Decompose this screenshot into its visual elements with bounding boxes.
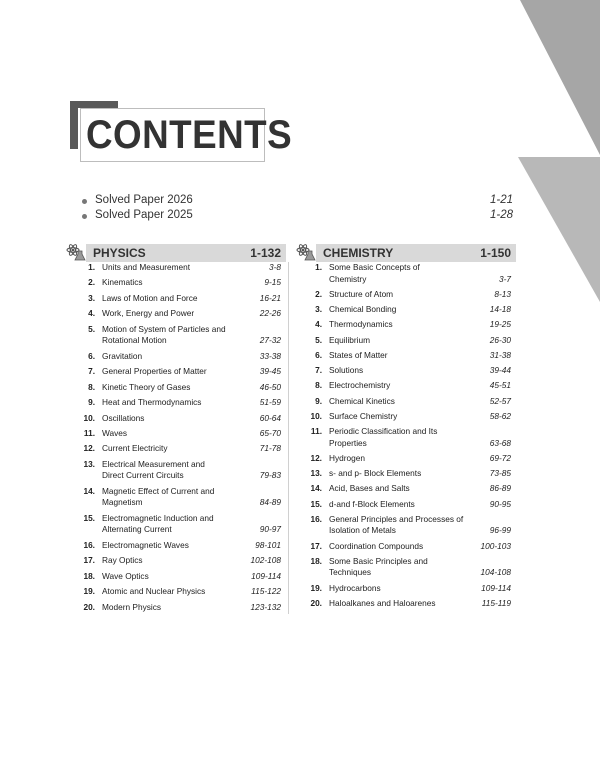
chapter-pages: 33-38 <box>259 350 281 361</box>
chapter-number: 2. <box>315 288 322 299</box>
chapter-title: Direct Current Circuits <box>102 470 184 481</box>
column-divider <box>288 262 289 614</box>
chapter-title: Periodic Classification and Its <box>329 426 438 436</box>
chapter-number: 6. <box>88 350 95 361</box>
chapter-pages: 46-50 <box>259 381 281 392</box>
corner-decoration-top <box>520 0 600 155</box>
chapter-number: 18. <box>83 570 95 581</box>
chapter-title: Electrochemistry <box>329 380 391 391</box>
chapter-pages: 31-38 <box>489 349 511 360</box>
chemistry-chapter-row[interactable] <box>303 396 511 408</box>
chapter-pages: 90-95 <box>489 498 511 509</box>
physics-chapter-row[interactable] <box>76 277 281 289</box>
chapter-number: 16. <box>310 513 322 524</box>
chapter-pages: 45-51 <box>489 380 511 391</box>
chemistry-chapter-row[interactable] <box>303 380 511 392</box>
chapter-pages: 27-32 <box>259 335 281 346</box>
chapter-pages: 84-89 <box>259 497 281 508</box>
chapter-title: General Properties of Matter <box>102 366 207 377</box>
physics-chapter-row[interactable] <box>76 428 281 440</box>
chapter-number: 20. <box>310 597 322 608</box>
chapter-pages: 115-119 <box>481 597 511 608</box>
chapter-title: States of Matter <box>329 349 388 360</box>
chapter-title: Electromagnetic Waves <box>102 539 189 550</box>
chapter-pages: 63-68 <box>489 437 511 448</box>
chemistry-chapter-list <box>303 262 511 612</box>
chapter-number: 15. <box>310 498 322 509</box>
chapter-title: Current Electricity <box>102 443 168 454</box>
contents-title-box <box>70 101 293 161</box>
chapter-pages: 123-132 <box>250 601 281 612</box>
physics-chapter-row[interactable] <box>76 571 281 583</box>
chapter-title: d-and f-Block Elements <box>329 498 415 509</box>
chapter-title: Wave Optics <box>102 570 149 581</box>
chapter-title: Oscillations <box>102 412 145 423</box>
chapter-title: Work, Energy and Power <box>102 308 195 319</box>
chapter-title: Modern Physics <box>102 601 162 612</box>
physics-chapter-row[interactable] <box>76 262 281 274</box>
chemistry-chapter-row[interactable] <box>303 583 511 595</box>
chapter-number: 1. <box>88 262 95 272</box>
chapter-title: Electromagnetic Induction and <box>102 512 214 523</box>
chapter-title: Chemistry <box>329 273 367 284</box>
chemistry-chapter-row[interactable] <box>303 468 511 480</box>
chapter-pages: 109-114 <box>481 582 511 593</box>
chapter-title: Some Basic Principles and <box>329 555 428 566</box>
chapter-pages: 109-114 <box>251 570 281 581</box>
chapter-title: Kinetic Theory of Gases <box>102 381 191 392</box>
physics-chapter-row[interactable] <box>76 413 281 425</box>
chapter-number: 6. <box>315 349 322 360</box>
chapter-pages: 86-89 <box>489 483 511 494</box>
chapter-title: Isolation of Metals <box>329 525 396 536</box>
chapter-number: 12. <box>310 452 322 463</box>
chapter-title: Laws of Motion and Force <box>102 292 198 303</box>
chapter-pages: 52-57 <box>489 395 511 406</box>
physics-chapter-row[interactable] <box>76 366 281 378</box>
chapter-pages: 9-15 <box>264 277 281 288</box>
chapter-title: s- and p- Block Elements <box>329 468 422 478</box>
physics-chapter-row[interactable] <box>76 382 281 394</box>
chapter-number: 14. <box>83 485 95 496</box>
physics-chapter-row[interactable] <box>76 540 281 552</box>
chapter-pages: 104-108 <box>480 567 511 578</box>
chemistry-chapter-row[interactable] <box>303 453 511 465</box>
chapter-number: 17. <box>83 555 95 566</box>
chapter-title: General Principles and Processes of <box>329 513 464 524</box>
corner-decoration-bottom <box>518 157 600 302</box>
chapter-number: 14. <box>310 483 322 494</box>
chapter-number: 4. <box>88 308 95 319</box>
section-name: PHYSICS <box>93 246 146 260</box>
chapter-title: Gravitation <box>102 350 143 361</box>
chapter-pages: 26-30 <box>489 334 511 345</box>
chapter-title: Kinematics <box>102 277 143 288</box>
chapter-title: Techniques <box>329 567 371 578</box>
chapter-pages: 3-7 <box>499 273 511 284</box>
chemistry-chapter-row[interactable] <box>303 304 511 316</box>
chemistry-chapter-row[interactable] <box>303 556 511 579</box>
chapter-title: Atomic and Nuclear Physics <box>102 586 206 597</box>
chapter-title: Ray Optics <box>102 555 143 566</box>
chapter-pages: 115-122 <box>251 586 281 597</box>
chapter-title: Chemical Bonding <box>329 304 397 314</box>
chapter-title: Alternating Current <box>102 524 172 535</box>
physics-chapter-row[interactable] <box>76 602 281 614</box>
chapter-title: Hydrocarbons <box>329 582 381 593</box>
chapter-number: 19. <box>310 582 322 593</box>
section-range: 1-132 <box>250 246 281 260</box>
chapter-number: 13. <box>310 468 322 478</box>
chapter-pages: 3-8 <box>269 262 281 272</box>
physics-chapter-row[interactable] <box>76 586 281 598</box>
chapter-number: 9. <box>315 395 322 406</box>
chapter-number: 18. <box>310 555 322 566</box>
chapter-pages: 73-85 <box>489 468 511 478</box>
chemistry-section-header <box>316 244 516 262</box>
chemistry-chapter-row[interactable] <box>303 365 511 377</box>
physics-chapter-row[interactable] <box>76 397 281 409</box>
chapter-pages: 102-108 <box>250 555 281 566</box>
chapter-title: Waves <box>102 428 128 438</box>
chapter-number: 5. <box>88 323 95 334</box>
chapter-number: 1. <box>315 262 322 272</box>
chemistry-chapter-row[interactable] <box>303 426 511 449</box>
chapter-title: Hydrogen <box>329 452 365 463</box>
physics-chapter-row[interactable] <box>76 324 281 347</box>
chemistry-chapter-row[interactable] <box>303 541 511 553</box>
section-name: CHEMISTRY <box>323 246 394 260</box>
atom-flask-icon <box>296 243 316 261</box>
chapter-pages: 39-44 <box>489 365 511 375</box>
atom-flask-icon <box>66 243 86 261</box>
chapter-title: Properties <box>329 437 367 448</box>
chapter-number: 9. <box>88 397 95 408</box>
chemistry-chapter-row[interactable] <box>303 335 511 347</box>
chapter-title: Magnetism <box>102 497 143 508</box>
section-range: 1-150 <box>480 246 511 260</box>
solved-paper-label: Solved Paper 2026 <box>95 194 193 206</box>
chapter-number: 19. <box>83 586 95 597</box>
chapter-number: 13. <box>83 458 95 469</box>
chapter-title: Heat and Thermodynamics <box>102 397 202 408</box>
chapter-number: 7. <box>88 366 95 377</box>
chapter-pages: 58-62 <box>489 410 511 421</box>
solved-paper-label: Solved Paper 2025 <box>95 209 193 221</box>
chemistry-chapter-row[interactable] <box>303 499 511 511</box>
chapter-pages: 22-26 <box>259 308 281 319</box>
chapter-title: Acid, Bases and Salts <box>329 483 410 494</box>
chemistry-chapter-row[interactable] <box>303 350 511 362</box>
chapter-pages: 19-25 <box>489 319 511 330</box>
chapter-title: Magnetic Effect of Current and <box>102 485 215 496</box>
chapter-number: 7. <box>315 365 322 375</box>
bullet-icon <box>82 199 87 204</box>
physics-chapter-list <box>76 262 281 612</box>
chapter-number: 2. <box>88 277 95 288</box>
physics-chapter-row[interactable] <box>76 459 281 482</box>
chapter-number: 4. <box>315 319 322 330</box>
chapter-number: 12. <box>83 443 95 454</box>
chapter-pages: 8-13 <box>494 288 511 299</box>
chapter-title: Motion of System of Particles and <box>102 323 226 334</box>
chapter-title: Surface Chemistry <box>329 410 398 421</box>
chapter-number: 3. <box>315 304 322 314</box>
chapter-title: Haloalkanes and Haloarenes <box>329 597 436 608</box>
chapter-number: 8. <box>88 381 95 392</box>
chapter-number: 8. <box>315 380 322 391</box>
chapter-pages: 39-45 <box>259 366 281 377</box>
chapter-number: 11. <box>310 426 322 436</box>
chemistry-chapter-row[interactable] <box>303 319 511 331</box>
chapter-number: 16. <box>83 539 95 550</box>
solved-paper-pages: 1-28 <box>489 209 513 221</box>
chemistry-chapter-row[interactable] <box>303 262 511 285</box>
solved-paper-2025[interactable] <box>82 209 522 225</box>
chemistry-chapter-row[interactable] <box>303 289 511 301</box>
chapter-number: 11. <box>83 428 95 438</box>
physics-chapter-row[interactable] <box>76 513 281 536</box>
chapter-pages: 71-78 <box>259 443 281 454</box>
chemistry-chapter-row[interactable] <box>303 411 511 423</box>
chapter-title: Units and Measurement <box>102 262 191 272</box>
physics-chapter-row[interactable] <box>76 486 281 509</box>
chapter-number: 5. <box>315 334 322 345</box>
chapter-number: 20. <box>83 601 95 612</box>
chapter-pages: 60-64 <box>259 412 281 423</box>
chapter-number: 15. <box>83 512 95 523</box>
chapter-title: Thermodynamics <box>329 319 393 330</box>
chapter-pages: 65-70 <box>259 428 281 438</box>
chapter-number: 10. <box>310 410 322 421</box>
chapter-pages: 98-101 <box>255 539 281 550</box>
chapter-title: Rotational Motion <box>102 335 167 346</box>
chapter-pages: 100-103 <box>480 540 511 551</box>
chapter-number: 10. <box>83 412 95 423</box>
chemistry-chapter-row[interactable] <box>303 483 511 495</box>
chapter-title: Some Basic Concepts of <box>329 262 420 272</box>
physics-chapter-row[interactable] <box>76 308 281 320</box>
chapter-title: Chemical Kinetics <box>329 395 395 406</box>
chapter-pages: 16-21 <box>259 292 281 303</box>
chapter-pages: 79-83 <box>259 470 281 481</box>
page-title: CONTENTS <box>86 113 293 157</box>
chapter-title: Solutions <box>329 365 364 375</box>
chapter-pages: 90-97 <box>259 524 281 535</box>
chapter-title: Coordination Compounds <box>329 540 424 551</box>
chapter-title: Structure of Atom <box>329 288 394 299</box>
chemistry-chapter-row[interactable] <box>303 514 511 537</box>
chapter-pages: 96-99 <box>489 525 511 536</box>
chapter-pages: 14-18 <box>489 304 511 314</box>
title-accent-bar-vertical <box>70 101 78 149</box>
physics-chapter-row[interactable] <box>76 443 281 455</box>
chapter-title: Equilibrium <box>329 334 371 345</box>
chapter-number: 17. <box>310 540 322 551</box>
chapter-title: Electrical Measurement and <box>102 458 205 469</box>
solved-paper-2026[interactable] <box>82 194 522 210</box>
chemistry-chapter-row[interactable] <box>303 598 511 610</box>
chapter-pages: 51-59 <box>259 397 281 408</box>
solved-paper-pages: 1-21 <box>489 194 513 206</box>
physics-chapter-row[interactable] <box>76 351 281 363</box>
physics-chapter-row[interactable] <box>76 555 281 567</box>
chapter-pages: 69-72 <box>489 452 511 463</box>
physics-section-header <box>86 244 286 262</box>
chapter-number: 3. <box>88 292 95 303</box>
physics-chapter-row[interactable] <box>76 293 281 305</box>
bullet-icon <box>82 214 87 219</box>
